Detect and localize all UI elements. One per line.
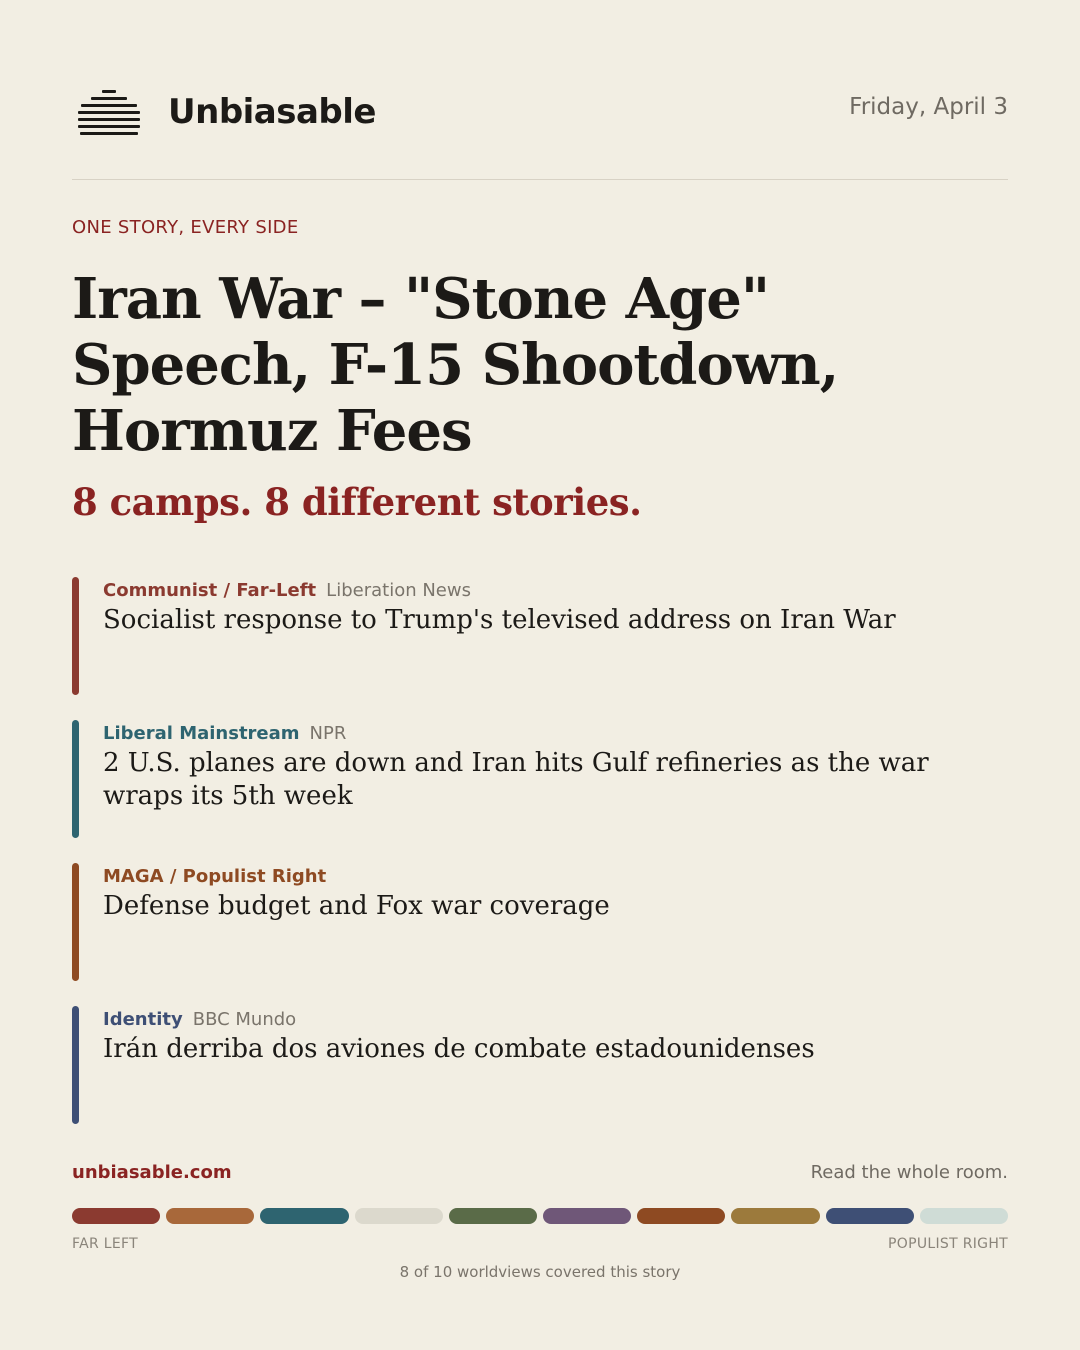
subhead: 8 camps. 8 different stories. <box>72 480 642 524</box>
spectrum-segment <box>920 1208 1008 1224</box>
worldview-spectrum <box>72 1208 1008 1224</box>
spectrum-segment <box>543 1208 631 1224</box>
kicker: ONE STORY, EVERY SIDE <box>72 217 299 238</box>
spectrum-segment <box>731 1208 819 1224</box>
camp-entry[interactable] <box>72 577 1008 695</box>
camp-accent-bar <box>72 577 79 695</box>
headline: Iran War – "Stone Age" Speech, F-15 Shootdown, Hormuz Fees <box>72 266 839 464</box>
site-link[interactable]: unbiasable.com <box>72 1162 232 1183</box>
story-title[interactable]: 2 U.S. planes are down and Iran hits Gulf refineries as the war wraps its 5th week <box>103 748 929 811</box>
camp-label: Identity <box>103 1009 183 1030</box>
page <box>72 0 1008 1350</box>
source-label: BBC Mundo <box>192 1009 297 1030</box>
header <box>72 86 1008 146</box>
spectrum-label-right: POPULIST RIGHT <box>888 1236 1008 1252</box>
story-title[interactable]: Defense budget and Fox war coverage <box>103 891 610 921</box>
camp-label: MAGA / Populist Right <box>103 866 327 887</box>
tagline: Read the whole room. <box>810 1162 1008 1183</box>
entry-meta <box>103 723 346 744</box>
camp-entry[interactable] <box>72 863 1008 981</box>
spectrum-segment <box>826 1208 914 1224</box>
camp-label: Communist / Far-Left <box>103 580 317 601</box>
entry-meta <box>103 866 326 887</box>
spectrum-segment <box>166 1208 254 1224</box>
spectrum-segment <box>449 1208 537 1224</box>
camp-entry[interactable] <box>72 720 1008 838</box>
stacked-lines-logo-icon <box>78 90 140 134</box>
source-label: Liberation News <box>326 580 471 601</box>
camp-label: Liberal Mainstream <box>103 723 300 744</box>
spectrum-label-left: FAR LEFT <box>72 1236 138 1252</box>
entry-meta <box>103 580 471 601</box>
camp-accent-bar <box>72 1006 79 1124</box>
entry-meta <box>103 1009 296 1030</box>
spectrum-segment <box>637 1208 725 1224</box>
header-divider <box>72 179 1008 180</box>
camp-accent-bar <box>72 720 79 838</box>
story-title[interactable]: Irán derriba dos aviones de combate estadounidenses <box>103 1034 815 1064</box>
camp-entry[interactable] <box>72 1006 1008 1124</box>
brand-name[interactable]: Unbiasable <box>168 92 376 132</box>
date-label: Friday, April 3 <box>849 94 1008 120</box>
spectrum-segment <box>355 1208 443 1224</box>
spectrum-segment <box>72 1208 160 1224</box>
source-label: NPR <box>309 723 347 744</box>
camp-accent-bar <box>72 863 79 981</box>
story-title[interactable]: Socialist response to Trump's televised address on Iran War <box>103 605 896 635</box>
coverage-note: 8 of 10 worldviews covered this story <box>399 1263 681 1281</box>
spectrum-segment <box>260 1208 348 1224</box>
